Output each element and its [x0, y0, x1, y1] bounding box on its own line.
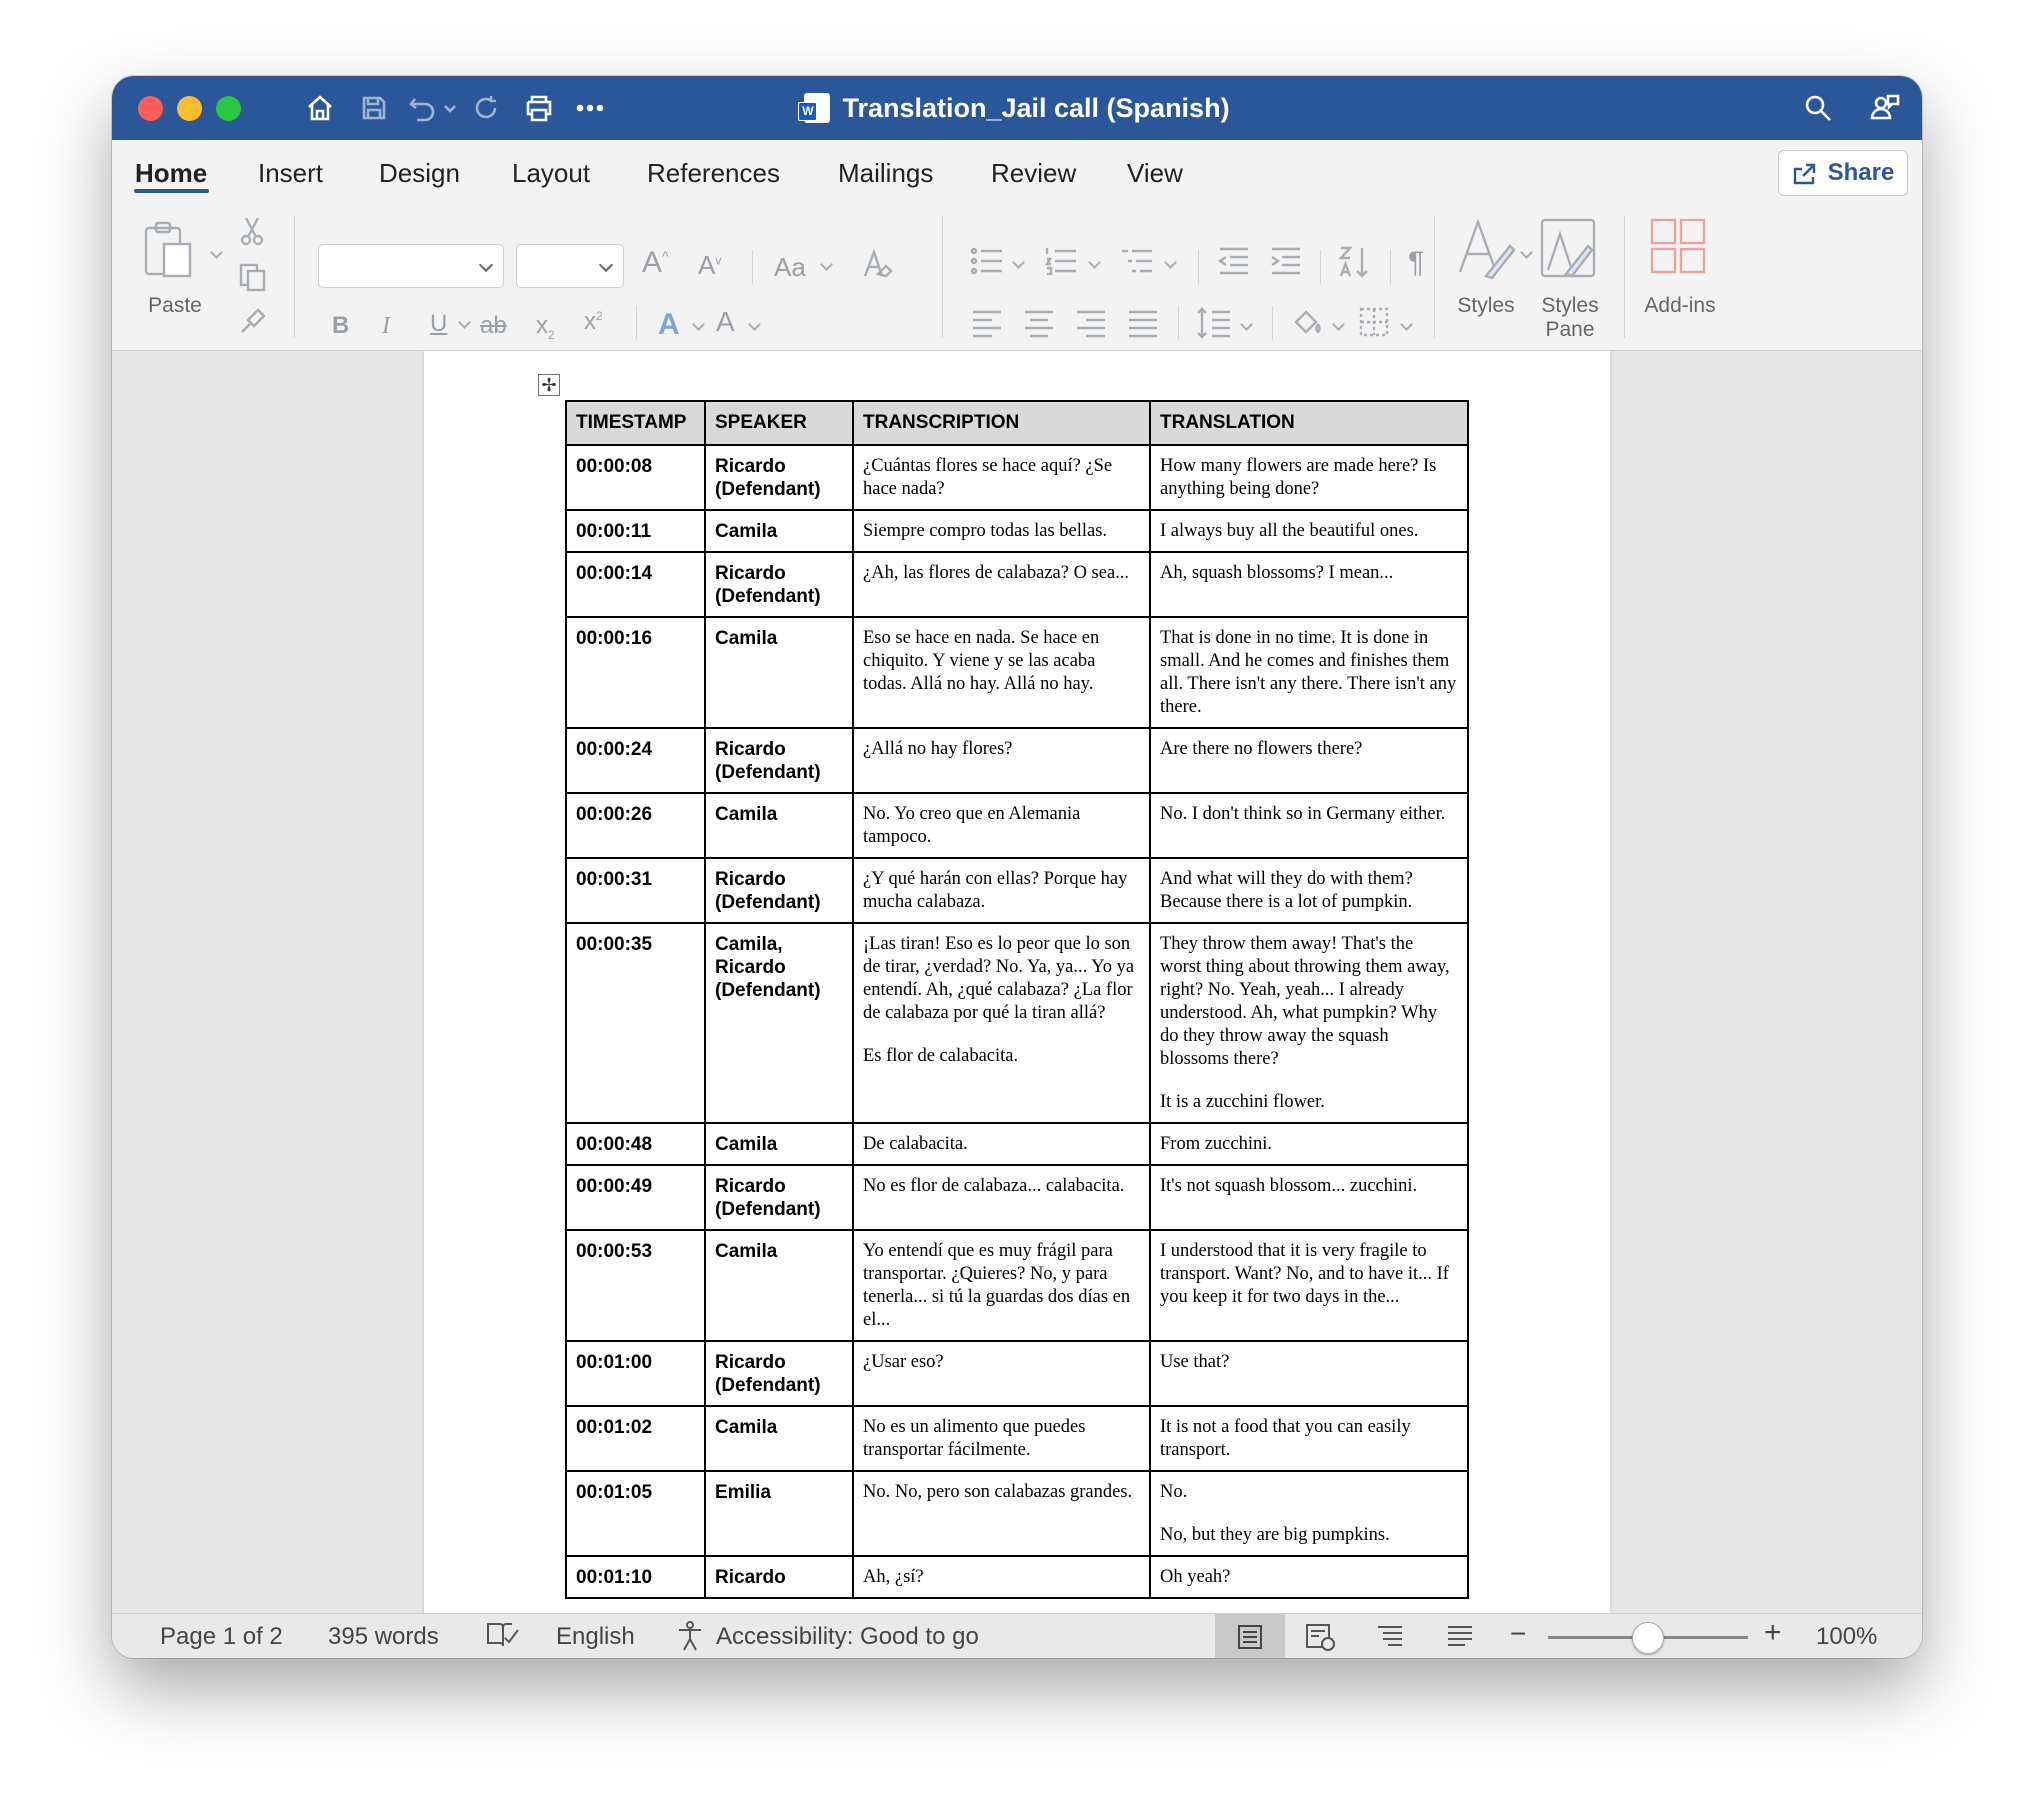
tab-design[interactable]: Design [379, 158, 460, 188]
tab-mailings[interactable]: Mailings [838, 158, 934, 188]
multilevel-list-icon[interactable] [1120, 246, 1154, 280]
shading-dropdown-icon[interactable] [1332, 318, 1345, 331]
translation-cell[interactable] [1150, 1230, 1468, 1341]
ribbon-tabs [112, 140, 1922, 202]
header-transcription: TRANSCRIPTION [853, 401, 1150, 445]
speaker-cell[interactable]: Ricardo (Defendant) [705, 858, 853, 923]
word-window [112, 76, 1922, 1658]
styles-dropdown-icon[interactable] [1520, 246, 1533, 259]
timestamp-cell[interactable]: 00:00:35 [566, 923, 705, 1123]
transcription-paragraph: No es flor de calabaza... calabacita. [863, 1176, 1125, 1196]
timestamp-cell[interactable]: 00:00:16 [566, 617, 705, 728]
share-button[interactable] [1778, 150, 1908, 196]
table-move-handle-icon[interactable]: ✢ [538, 374, 560, 396]
italic-icon[interactable]: I [382, 313, 390, 339]
timestamp-cell[interactable]: 00:00:11 [566, 510, 705, 552]
table-row [566, 445, 1468, 510]
transcription-cell[interactable] [853, 1406, 1150, 1471]
translation-paragraph: And what will they do with them? Because there is a lot of pumpkin. [1160, 869, 1413, 912]
transcription-cell[interactable] [853, 445, 1150, 510]
speaker-cell[interactable]: Ricardo (Defendant) [705, 728, 853, 793]
line-spacing-dropdown-icon[interactable] [1240, 318, 1253, 331]
translation-cell[interactable] [1150, 1341, 1468, 1406]
format-painter-icon[interactable] [238, 306, 268, 340]
zoom-level[interactable]: 100% [1816, 1623, 1878, 1650]
underline-dropdown-icon[interactable] [458, 316, 471, 329]
transcription-cell[interactable] [853, 510, 1150, 552]
table-row [566, 923, 1468, 1123]
transcription-paragraph: ¿Y qué harán con ellas? Porque hay mucha calabaza. [863, 869, 1128, 912]
transcription-paragraph: De calabacita. [863, 1134, 968, 1154]
bullets-icon[interactable] [970, 246, 1004, 280]
search-icon[interactable] [1800, 90, 1836, 126]
copy-icon[interactable] [238, 262, 268, 296]
table-row [566, 617, 1468, 728]
font-name-dropdown[interactable] [318, 244, 504, 288]
document-title [112, 76, 1922, 140]
translation-paragraph: No, but they are big pumpkins. [1160, 1525, 1390, 1545]
share-icon [1792, 161, 1818, 185]
word-count[interactable]: 395 words [328, 1623, 439, 1650]
justify-icon[interactable] [1126, 308, 1160, 342]
translation-paragraph: Are there no flowers there? [1160, 739, 1363, 759]
tab-layout[interactable]: Layout [512, 158, 591, 188]
zoom-out-icon[interactable]: − [1510, 1618, 1527, 1649]
text-effects-dropdown-icon[interactable] [692, 318, 705, 331]
table-header-row [566, 401, 1468, 445]
timestamp-cell[interactable]: 00:00:31 [566, 858, 705, 923]
print-layout-view-icon[interactable] [1215, 1614, 1285, 1658]
translation-paragraph: Oh yeah? [1160, 1567, 1231, 1587]
table-row [566, 728, 1468, 793]
timestamp-cell[interactable]: 00:01:10 [566, 1556, 705, 1598]
title-bar [112, 76, 1922, 140]
transcription-paragraph: No es un alimento que puedes transportar fácilmente. [863, 1417, 1086, 1460]
translation-paragraph: Use that? [1160, 1352, 1230, 1372]
status-bar [112, 1613, 1922, 1658]
table-row [566, 858, 1468, 923]
timestamp-cell[interactable]: 00:00:48 [566, 1123, 705, 1165]
transcription-cell[interactable] [853, 793, 1150, 858]
add-ins-icon[interactable] [1648, 216, 1708, 280]
styles-pane-icon[interactable] [1538, 216, 1598, 284]
transcription-paragraph: Siempre compro todas las bellas. [863, 521, 1108, 541]
numbering-icon[interactable] [1044, 246, 1078, 280]
speaker-cell[interactable]: Camila [705, 1406, 853, 1471]
web-layout-view-icon[interactable] [1285, 1614, 1355, 1658]
borders-icon[interactable] [1358, 306, 1390, 342]
multilevel-list-dropdown-icon[interactable] [1164, 256, 1177, 269]
timestamp-cell[interactable]: 00:01:05 [566, 1471, 705, 1556]
speaker-cell[interactable]: Ricardo (Defendant) [705, 552, 853, 617]
speaker-cell[interactable]: Ricardo (Defendant) [705, 1341, 853, 1406]
translation-cell[interactable] [1150, 728, 1468, 793]
transcription-cell[interactable] [853, 923, 1150, 1123]
strikethrough-icon[interactable]: ab [480, 312, 507, 339]
translation-cell[interactable] [1150, 445, 1468, 510]
table-row [566, 1406, 1468, 1471]
language[interactable]: English [556, 1623, 635, 1650]
translation-paragraph: I understood that it is very fragile to transport. Want? No, and to have it... If you keep it for two days in the... [1160, 1241, 1449, 1307]
add-ins-label: Add-ins [1644, 294, 1716, 317]
document-canvas [112, 351, 1922, 1613]
translation-paragraph: How many flowers are made here? Is anything being done? [1160, 456, 1437, 499]
styles-gallery-icon[interactable] [1456, 216, 1518, 284]
tab-review[interactable]: Review [991, 158, 1077, 188]
font-color-dropdown-icon[interactable] [748, 318, 761, 331]
table-row [566, 793, 1468, 858]
shrink-font-icon[interactable]: $A^v$ [698, 250, 722, 280]
document-title-text: Translation_Jail call (Spanish) [842, 92, 1230, 123]
outline-view-icon[interactable] [1355, 1614, 1425, 1658]
table-row [566, 552, 1468, 617]
translation-paragraph: It is not a food that you can easily transport. [1160, 1417, 1411, 1460]
align-center-icon[interactable] [1022, 308, 1056, 342]
translation-paragraph: It's not squash blossom... zucchini. [1160, 1176, 1418, 1196]
styles-label: Styles [1457, 294, 1515, 317]
bullets-dropdown-icon[interactable] [1012, 256, 1025, 269]
account-icon[interactable] [1868, 90, 1904, 126]
change-case-dropdown-icon[interactable] [820, 258, 833, 271]
active-tab-indicator [134, 189, 209, 193]
font-color-icon[interactable]: A [716, 306, 735, 337]
table-row [566, 1165, 1468, 1230]
translation-paragraph: No. [1160, 1482, 1188, 1502]
translation-paragraph: Ah, squash blossoms? I mean... [1160, 563, 1394, 583]
increase-indent-icon[interactable] [1268, 246, 1302, 280]
transcription-cell[interactable] [853, 1123, 1150, 1165]
transcription-cell[interactable] [853, 1230, 1150, 1341]
translation-cell[interactable] [1150, 1165, 1468, 1230]
sort-icon[interactable] [1338, 244, 1374, 284]
proofing-icon[interactable] [486, 1620, 520, 1657]
header-translation: TRANSLATION [1150, 401, 1468, 445]
translation-cell[interactable] [1150, 793, 1468, 858]
speaker-cell[interactable]: Ricardo (Defendant) [705, 445, 853, 510]
tab-insert[interactable]: Insert [258, 158, 324, 188]
speaker-cell[interactable]: Camila [705, 1123, 853, 1165]
line-spacing-icon[interactable] [1196, 306, 1232, 344]
tab-references[interactable]: References [647, 158, 780, 188]
subscript-icon[interactable]: $x_2$ [536, 312, 555, 342]
align-right-icon[interactable] [1074, 308, 1108, 342]
speaker-cell[interactable]: Emilia [705, 1471, 853, 1556]
speaker-cell[interactable]: Camila [705, 617, 853, 728]
timestamp-cell[interactable]: 00:00:53 [566, 1230, 705, 1341]
translation-cell[interactable] [1150, 1471, 1468, 1556]
decrease-indent-icon[interactable] [1216, 246, 1250, 280]
transcription-cell[interactable] [853, 1556, 1150, 1598]
table-row [566, 1230, 1468, 1341]
transcription-paragraph: No. No, pero son calabazas grandes. [863, 1482, 1133, 1502]
timestamp-cell[interactable]: 00:01:00 [566, 1341, 705, 1406]
share-label: Share [1827, 159, 1895, 186]
tab-home[interactable]: Home [135, 158, 208, 188]
table-row [566, 1123, 1468, 1165]
transcription-paragraph: Es flor de calabacita. [863, 1046, 1019, 1066]
text-effects-icon[interactable]: A [658, 308, 680, 341]
speaker-cell[interactable]: Camila [705, 1230, 853, 1341]
timestamp-cell[interactable]: 00:01:02 [566, 1406, 705, 1471]
translation-cell[interactable] [1150, 1123, 1468, 1165]
transcription-paragraph: ¡Las tiran! Eso es lo peor que lo son de tirar, ¿verdad? No. Ya, ya... Yo ya entendí. Ah, ¿qué calabaza? ¿La flor de calabaza por qué la tiran allá? [863, 934, 1135, 1023]
borders-dropdown-icon[interactable] [1400, 318, 1413, 331]
table-row [566, 1341, 1468, 1406]
translation-cell[interactable] [1150, 923, 1468, 1123]
transcription-paragraph: ¿Usar eso? [863, 1352, 944, 1372]
translation-paragraph: I always buy all the beautiful ones. [1160, 521, 1419, 541]
header-speaker: SPEAKER [705, 401, 853, 445]
transcription-cell[interactable] [853, 1471, 1150, 1556]
word-document-icon [804, 93, 830, 123]
accessibility-status[interactable]: Accessibility: Good to go [716, 1623, 979, 1650]
font-size-dropdown[interactable] [516, 244, 624, 288]
table-row [566, 510, 1468, 552]
transcript-table [565, 400, 1469, 1599]
shading-icon[interactable] [1292, 306, 1326, 342]
transcription-paragraph: Eso se hace en nada. Se hace en chiquito. Y viene y se las acaba todas. Allá no hay. Allá no hay. [863, 628, 1100, 694]
superscript-icon[interactable]: $x^2$ [584, 308, 603, 335]
header-timestamp: TIMESTAMP [566, 401, 705, 445]
paste-icon[interactable] [142, 220, 194, 284]
translation-cell[interactable] [1150, 1556, 1468, 1598]
translation-cell[interactable] [1150, 617, 1468, 728]
ribbon-toolbar [112, 202, 1922, 351]
timestamp-cell[interactable]: 00:00:14 [566, 552, 705, 617]
document-page[interactable] [424, 351, 1610, 1613]
translation-paragraph: That is done in no time. It is done in small. And he comes and finishes them all. There isn't any there. There isn't any there. [1160, 628, 1457, 717]
translation-cell[interactable] [1150, 552, 1468, 617]
transcription-paragraph: ¿Allá no hay flores? [863, 739, 1013, 759]
transcription-paragraph: Yo entendí que es muy frágil para transportar. ¿Quieres? No, y para tenerla... si tú la guardas dos días en el... [863, 1241, 1131, 1330]
underline-icon[interactable]: U [430, 310, 448, 337]
tab-view[interactable]: View [1127, 158, 1183, 188]
zoom-slider-knob[interactable] [1632, 1622, 1664, 1654]
transcription-cell[interactable] [853, 1165, 1150, 1230]
transcription-paragraph: No. Yo creo que en Alemania tampoco. [863, 804, 1081, 847]
paste-label: Paste [148, 294, 202, 317]
transcription-cell[interactable] [853, 1341, 1150, 1406]
translation-paragraph: They throw them away! That's the worst thing about throwing them away, right? No. Yeah, yeah... I already understood. Ah, what pumpkin? Why do they throw away the squash blossoms there? [1160, 934, 1450, 1069]
transcription-paragraph: ¿Ah, las flores de calabaza? O sea... [863, 563, 1130, 583]
timestamp-cell[interactable]: 00:00:08 [566, 445, 705, 510]
paste-dropdown-icon[interactable] [210, 246, 223, 259]
speaker-cell[interactable]: Ricardo [705, 1556, 853, 1598]
draft-view-icon[interactable] [1425, 1614, 1495, 1658]
show-formatting-marks-icon[interactable]: ¶ [1408, 246, 1425, 279]
timestamp-cell[interactable]: 00:00:24 [566, 728, 705, 793]
speaker-cell[interactable]: Camila [705, 793, 853, 858]
styles-pane-label: Styles Pane [1541, 294, 1599, 341]
zoom-in-icon[interactable]: + [1764, 1616, 1782, 1649]
translation-cell[interactable] [1150, 858, 1468, 923]
page-count[interactable]: Page 1 of 2 [160, 1623, 283, 1650]
table-body [566, 445, 1468, 1598]
align-left-icon[interactable] [970, 308, 1004, 342]
speaker-cell[interactable]: Camila [705, 510, 853, 552]
cut-icon[interactable] [240, 216, 264, 250]
speaker-cell[interactable]: Ricardo (Defendant) [705, 1165, 853, 1230]
transcription-paragraph: ¿Cuántas flores se hace aquí? ¿Se hace nada? [863, 456, 1113, 499]
transcription-cell[interactable] [853, 617, 1150, 728]
transcription-cell[interactable] [853, 552, 1150, 617]
table-row [566, 1471, 1468, 1556]
transcription-cell[interactable] [853, 858, 1150, 923]
grow-font-icon[interactable]: A^ [642, 246, 669, 279]
timestamp-cell[interactable]: 00:00:49 [566, 1165, 705, 1230]
change-case-icon[interactable]: Aa [774, 252, 806, 282]
transcription-paragraph: Ah, ¿sí? [863, 1567, 924, 1587]
translation-cell[interactable] [1150, 1406, 1468, 1471]
speaker-cell[interactable]: Camila, Ricardo (Defendant) [705, 923, 853, 1123]
table-row [566, 1556, 1468, 1598]
translation-paragraph: No. I don't think so in Germany either. [1160, 804, 1446, 824]
bold-icon[interactable]: B [332, 312, 350, 339]
timestamp-cell[interactable]: 00:00:26 [566, 793, 705, 858]
clear-formatting-icon[interactable] [860, 248, 894, 286]
numbering-dropdown-icon[interactable] [1088, 256, 1101, 269]
accessibility-icon[interactable] [674, 1620, 706, 1658]
transcription-cell[interactable] [853, 728, 1150, 793]
translation-paragraph: From zucchini. [1160, 1134, 1273, 1154]
translation-paragraph: It is a zucchini flower. [1160, 1092, 1325, 1112]
translation-cell[interactable] [1150, 510, 1468, 552]
